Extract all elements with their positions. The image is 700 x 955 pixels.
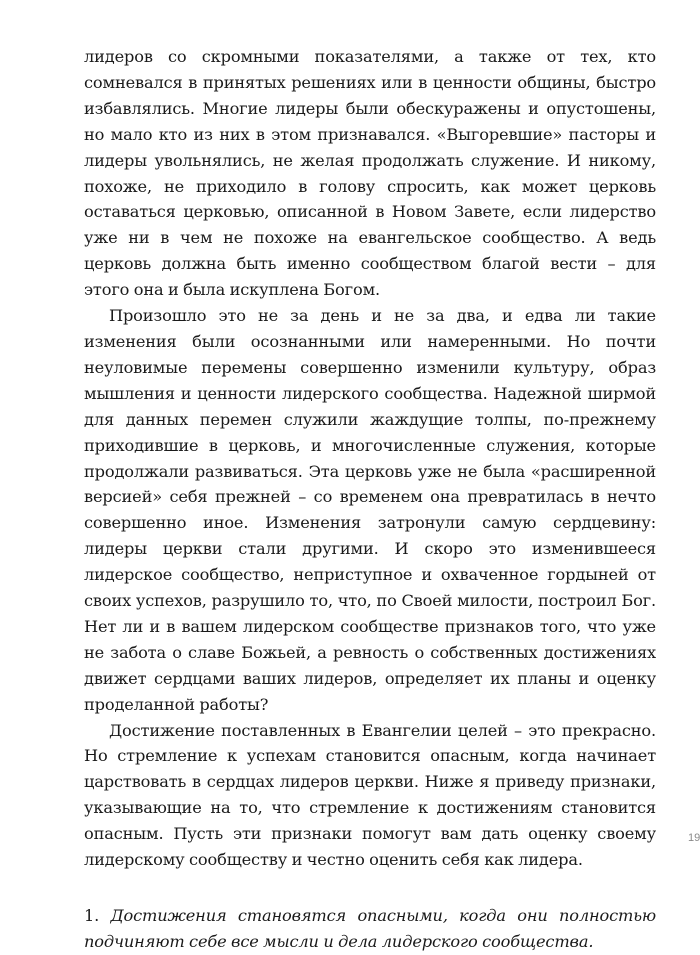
page-number: 19 [688,832,700,844]
paragraph-2: Произошло это не за день и не за два, и едва ли такие изменения были осознанными или намеренными. Но почти неуловимые перемены совершенно изменили культуру, образ мышления и ценности лидерского сообщества. Надежной ширмой для данных перемен служили жаждущие толпы, по-прежнему приходившие в церковь, и многочисленные служения, которые продолжали развиваться. Эта церковь уже не была «расширенной версией» себя прежней – со временем она превратилась в нечто совершенно иное. Изменения затронули самую сердцевину: лидеры церкви стали другими. И скоро это изменившееся лидерское сообщество, неприступное и охваченное гордыней от своих успехов, разрушило то, что, по Своей милости, построил Бог. Нет ли и в вашем лидерском сообществе признаков того, что уже не забота о славе Божьей, а ревность о собственных достижениях движет сердцами ваших лидеров, определяет их планы и оценку проделанной работы? [84,306,656,714]
paragraph-3: Достижение поставленных в Евангелии целей – это прекрасно. Но стремление к успехам становится опасным, когда начинает царствовать в сердцах лидеров церкви. Ниже я приведу признаки, указывающие на то, что стремление к достижениям становится опасным. Пусть эти признаки помогут вам дать оценку своему лидерскому сообществу и честно оценить себя как лидера. [84,720,656,870]
document-body [84,44,656,955]
list-item-1 [84,903,656,955]
list-item-text: Достижения становятся опасными, когда они полностью подчиняют себе все мысли и дела лидерского сообщества. [84,906,656,951]
paragraph-1: лидеров со скромными показателями, а также от тех, кто сомневался в принятых решениях или в ценности общины, быстро избавлялись. Многие лидеры были обескуражены и опустошены, но мало кто из них в этом признавался. «Выгоревшие» пасторы и лидеры увольнялись, не желая продолжать служение. И никому, похоже, не приходило в голову спросить, как может церковь оставаться церковью, описанной в Новом Завете, если лидерство уже ни в чем не похоже на евангельское сообщество. А ведь церковь должна быть именно сообществом благой вести – для этого она и была искуплена Богом. [84,47,656,300]
list-item-number: 1. [84,906,100,925]
